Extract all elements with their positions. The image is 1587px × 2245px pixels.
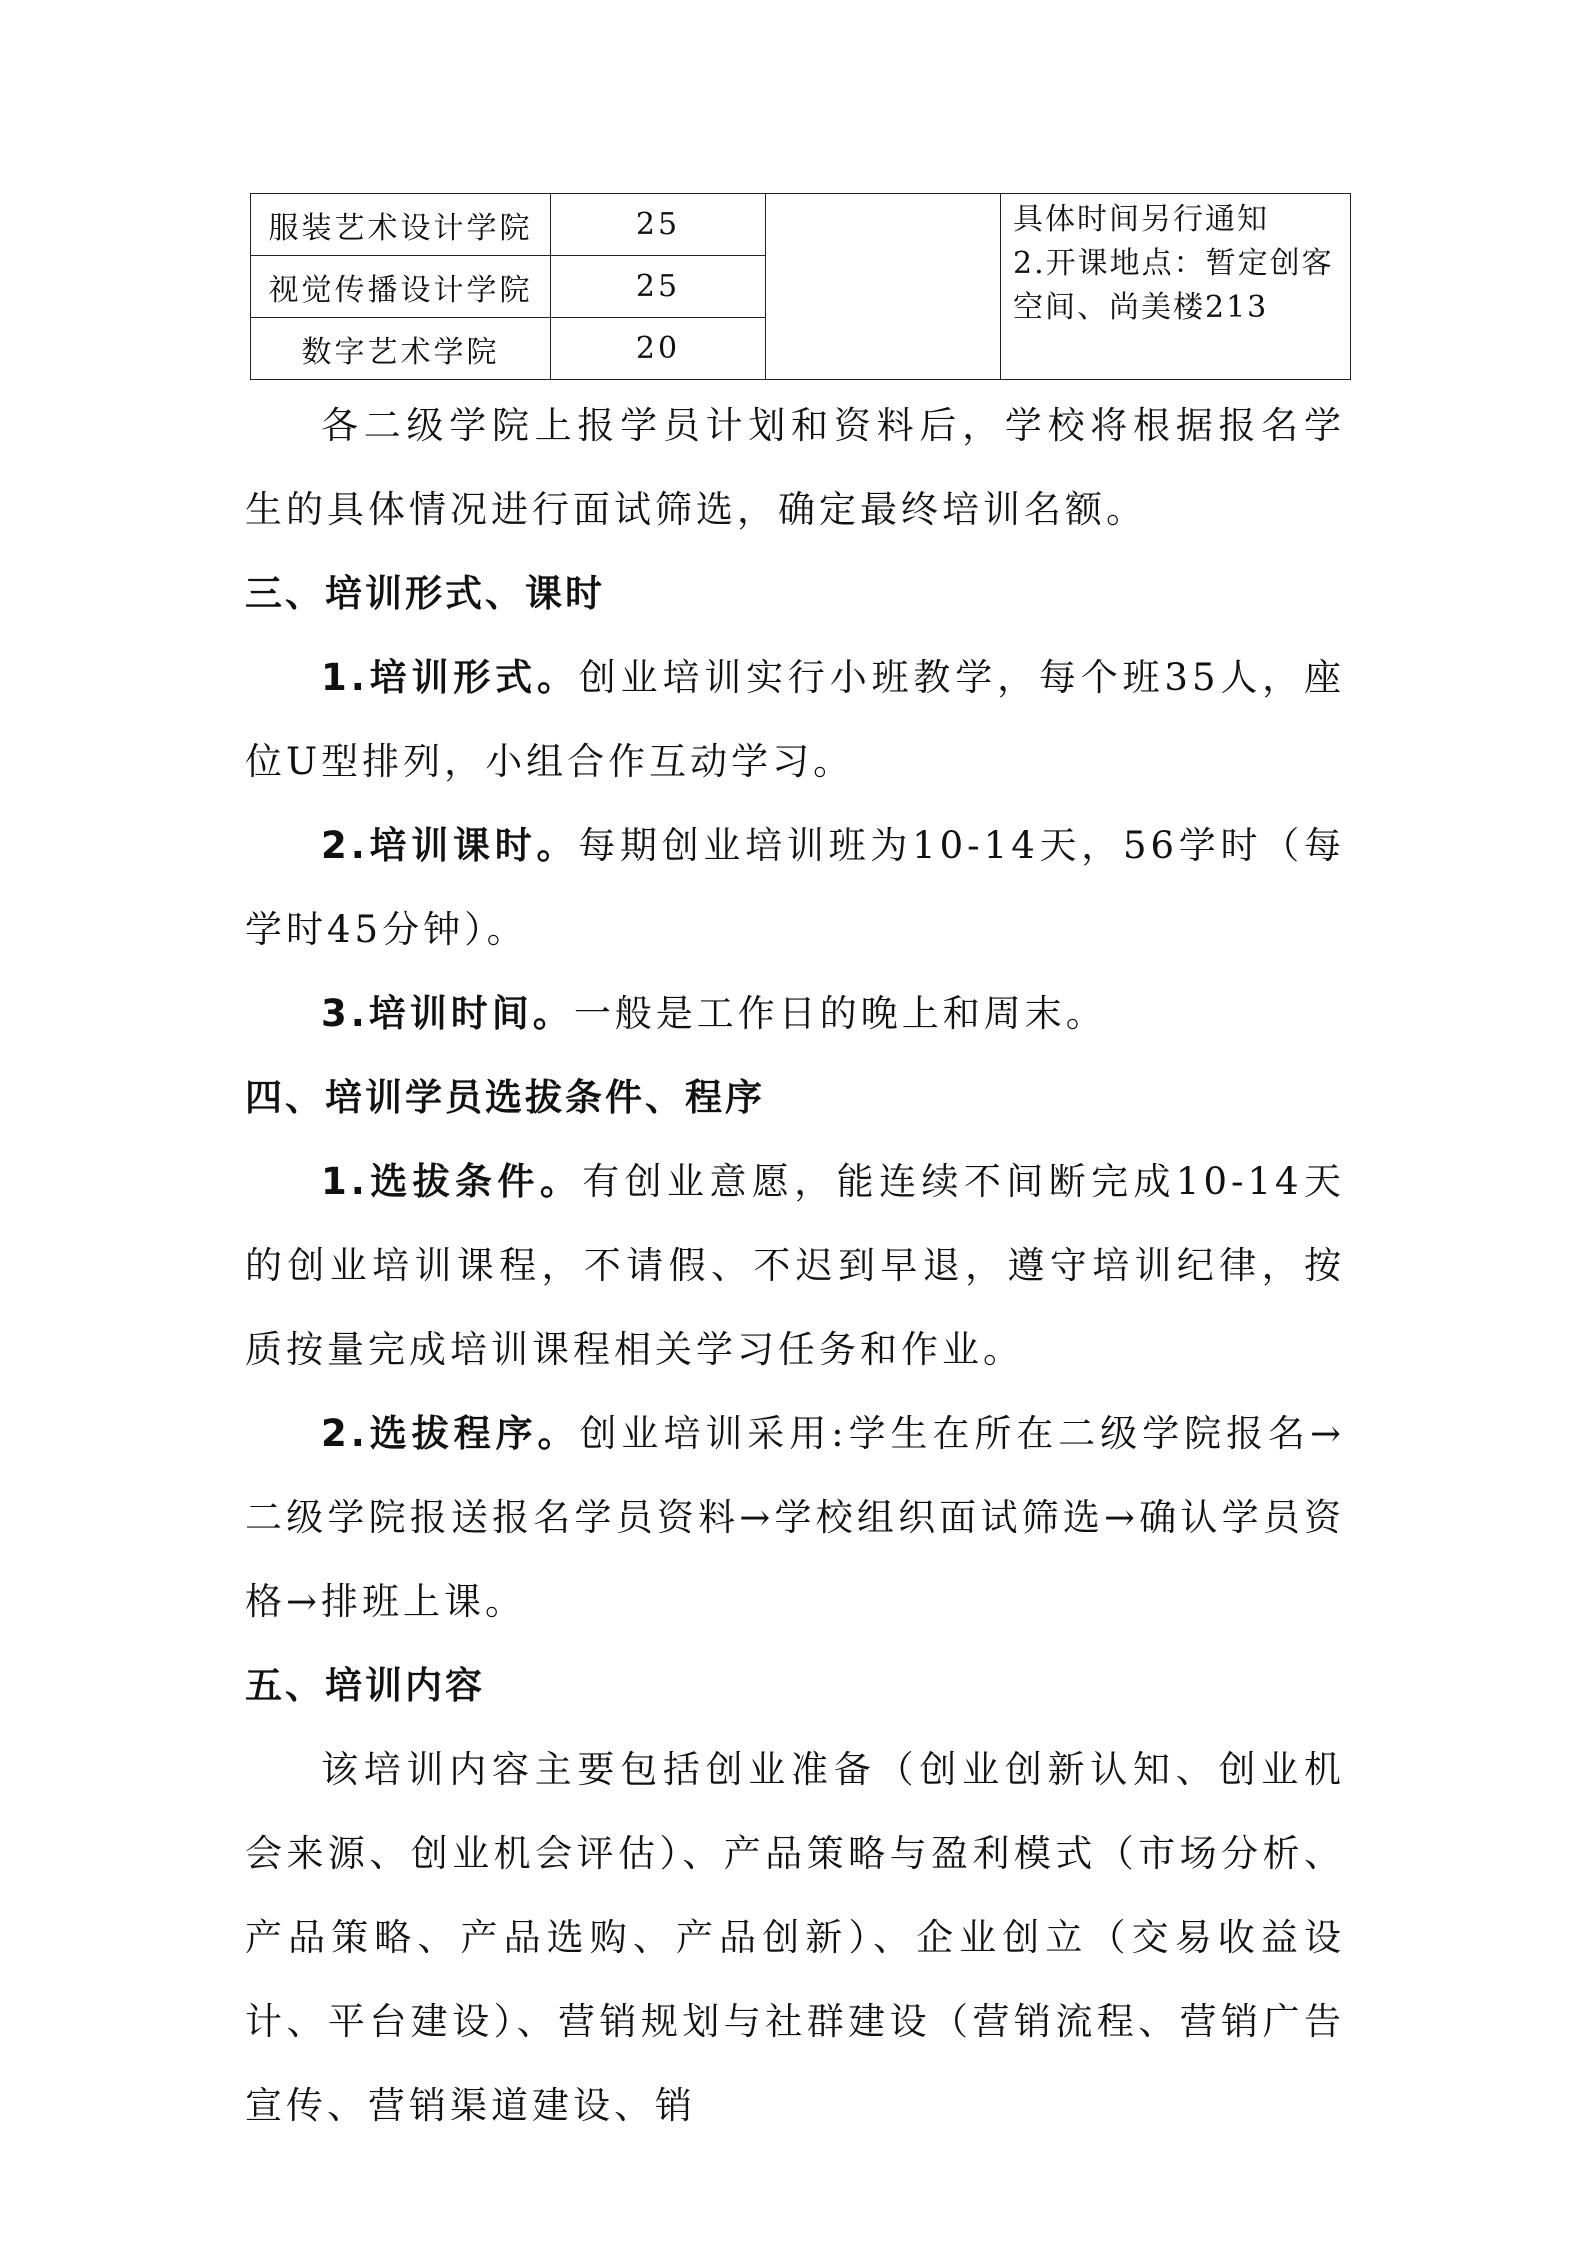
note-line: 具体时间另行通知: [1013, 202, 1269, 237]
count-cell: 20: [551, 318, 766, 380]
item-text: 有创业意愿，能连续不间断完成10-14天的创业培训课程，不请假、不迟到早退，遵守培训纪律，按质按量完成培训课程相关学习任务和作业。: [245, 1160, 1345, 1371]
section-4-item-2: [245, 1392, 1345, 1644]
item-lead: 2.选拔程序。: [321, 1412, 580, 1455]
college-cell: 服装艺术设计学院: [251, 194, 551, 256]
section-5-heading: 五、培训内容: [245, 1664, 485, 1707]
item-lead: 3.培训时间。: [321, 992, 574, 1035]
quota-table: [250, 193, 1351, 380]
section-3-item-3: [245, 972, 1345, 1056]
section-5-paragraph: 该培训内容主要包括创业准备（创业创新认知、创业机会来源、创业机会评估）、产品策略与盈利模式（市场分析、产品策略、产品选购、产品创新）、企业创立（交易收益设计、平台建设）、营销规划与社群建设（营销流程、营销广告宣传、营销渠道建设、销: [245, 1748, 1345, 2127]
intro-paragraph: 各二级学院上报学员计划和资料后，学校将根据报名学生的具体情况进行面试筛选，确定最终培训名额。: [245, 404, 1345, 531]
section-3-item-2: [245, 804, 1345, 972]
section-3-item-1: [245, 636, 1345, 804]
count-cell: 25: [551, 256, 766, 318]
section-3-heading: 三、培训形式、课时: [245, 572, 605, 615]
college-cell: 数字艺术学院: [251, 318, 551, 380]
table-row: [251, 194, 1351, 256]
item-lead: 2.培训课时。: [321, 824, 579, 867]
item-lead: 1.培训形式。: [321, 656, 579, 699]
section-4-item-1: [245, 1140, 1345, 1392]
item-text: 一般是工作日的晚上和周末。: [573, 992, 1107, 1035]
note-line: 2.开课地点：暂定创客: [1013, 246, 1334, 281]
college-cell: 视觉传播设计学院: [251, 256, 551, 318]
note-cell: [1001, 194, 1351, 380]
note-line: 空间、尚美楼213: [1013, 290, 1269, 325]
count-cell: 25: [551, 194, 766, 256]
section-4-heading: 四、培训学员选拔条件、程序: [245, 1076, 765, 1119]
item-text: 创业培训采用:学生在所在二级学院报名→二级学院报送报名学员资料→学校组织面试筛选→确认学员资格→排班上课。: [245, 1412, 1345, 1623]
empty-cell: [766, 194, 1001, 380]
item-text: 每期创业培训班为10-14天，56学时（每学时45分钟）。: [245, 824, 1345, 951]
item-text: 创业培训实行小班教学，每个班35人，座位U型排列，小组合作互动学习。: [245, 656, 1345, 783]
item-lead: 1.选拔条件。: [321, 1160, 583, 1203]
